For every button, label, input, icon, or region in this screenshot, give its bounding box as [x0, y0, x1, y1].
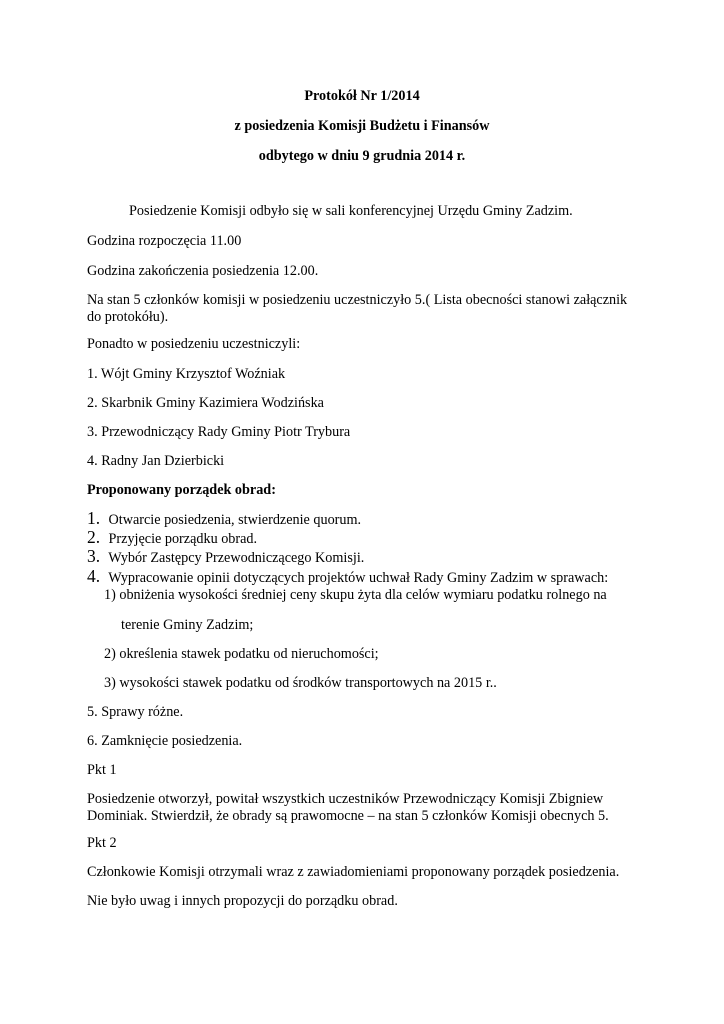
agenda-sub-item-continuation: terenie Gminy Zadzim; [121, 617, 254, 633]
agenda-item-text: Otwarcie posiedzenia, stwierdzenie quorum. [108, 512, 362, 528]
start-time-line: Godzina rozpoczęcia 11.00 [87, 233, 242, 249]
participant-item: 1. Wójt Gminy Krzysztof Woźniak [87, 366, 286, 382]
point-1-label: Pkt 1 [87, 762, 117, 778]
participant-item: 4. Radny Jan Dzierbicki [87, 453, 225, 469]
document-title: Protokół Nr 1/2014 [304, 88, 420, 104]
attendance-paragraph: Na stan 5 członków komisji w posiedzeniu uczestniczyło 5.( Lista obecności stanowi załącznik do protokółu). [87, 292, 628, 325]
also-present-heading: Ponadto w posiedzeniu uczestniczyli: [87, 336, 301, 352]
agenda-item-number: 2. [87, 527, 101, 547]
point-2-label: Pkt 2 [87, 835, 117, 851]
participant-item: 2. Skarbnik Gminy Kazimiera Wodzińska [87, 395, 324, 411]
agenda-sub-item: 3) wysokości stawek podatku od środków transportowych na 2015 r.. [104, 675, 497, 691]
agenda-item-6: 6. Zamknięcie posiedzenia. [87, 733, 243, 749]
document-date-line: odbytego w dniu 9 grudnia 2014 r. [258, 148, 466, 164]
agenda-item-text: Wypracowanie opinii dotyczących projektów uchwał Rady Gminy Zadzim w sprawach: [108, 570, 609, 586]
agenda-item-number: 3. [87, 546, 101, 566]
point-2-paragraph: Członkowie Komisji otrzymali wraz z zawiadomieniami proponowany porządek posiedzenia. [87, 864, 620, 880]
end-time-line: Godzina zakończenia posiedzenia 12.00. [87, 263, 319, 279]
agenda-item [87, 568, 608, 587]
agenda-item-number: 1. [87, 508, 101, 528]
agenda-item-5: 5. Sprawy różne. [87, 704, 184, 720]
location-paragraph: Posiedzenie Komisji odbyło się w sali konferencyjnej Urzędu Gminy Zadzim. [129, 203, 573, 219]
agenda-item-text: Wybór Zastępcy Przewodniczącego Komisji. [108, 550, 365, 566]
agenda-item-text: Przyjęcie porządku obrad. [108, 531, 258, 547]
agenda-heading: Proponowany porządek obrad: [87, 482, 276, 498]
agenda-sub-item: 1) obniżenia wysokości średniej ceny skupu żyta dla celów wymiaru podatku rolnego na [104, 587, 607, 603]
agenda-item-number: 4. [87, 566, 101, 586]
agenda-sub-item: 2) określenia stawek podatku od nieruchomości; [104, 646, 379, 662]
document-subtitle: z posiedzenia Komisji Budżetu i Finansów [234, 118, 490, 134]
participant-item: 3. Przewodniczący Rady Gminy Piotr Trybura [87, 424, 351, 440]
point-2-paragraph-2: Nie było uwag i innych propozycji do porządku obrad. [87, 893, 398, 909]
agenda-item [87, 548, 364, 567]
agenda-item [87, 510, 361, 529]
point-1-paragraph: Posiedzenie otworzył, powitał wszystkich uczestników Przewodniczący Komisji Zbigniew Dominiak. Stwierdził, że obrady są prawomocne – na stan 5 członków Komisji obecnych 5. [87, 791, 609, 824]
agenda-item [87, 529, 257, 548]
